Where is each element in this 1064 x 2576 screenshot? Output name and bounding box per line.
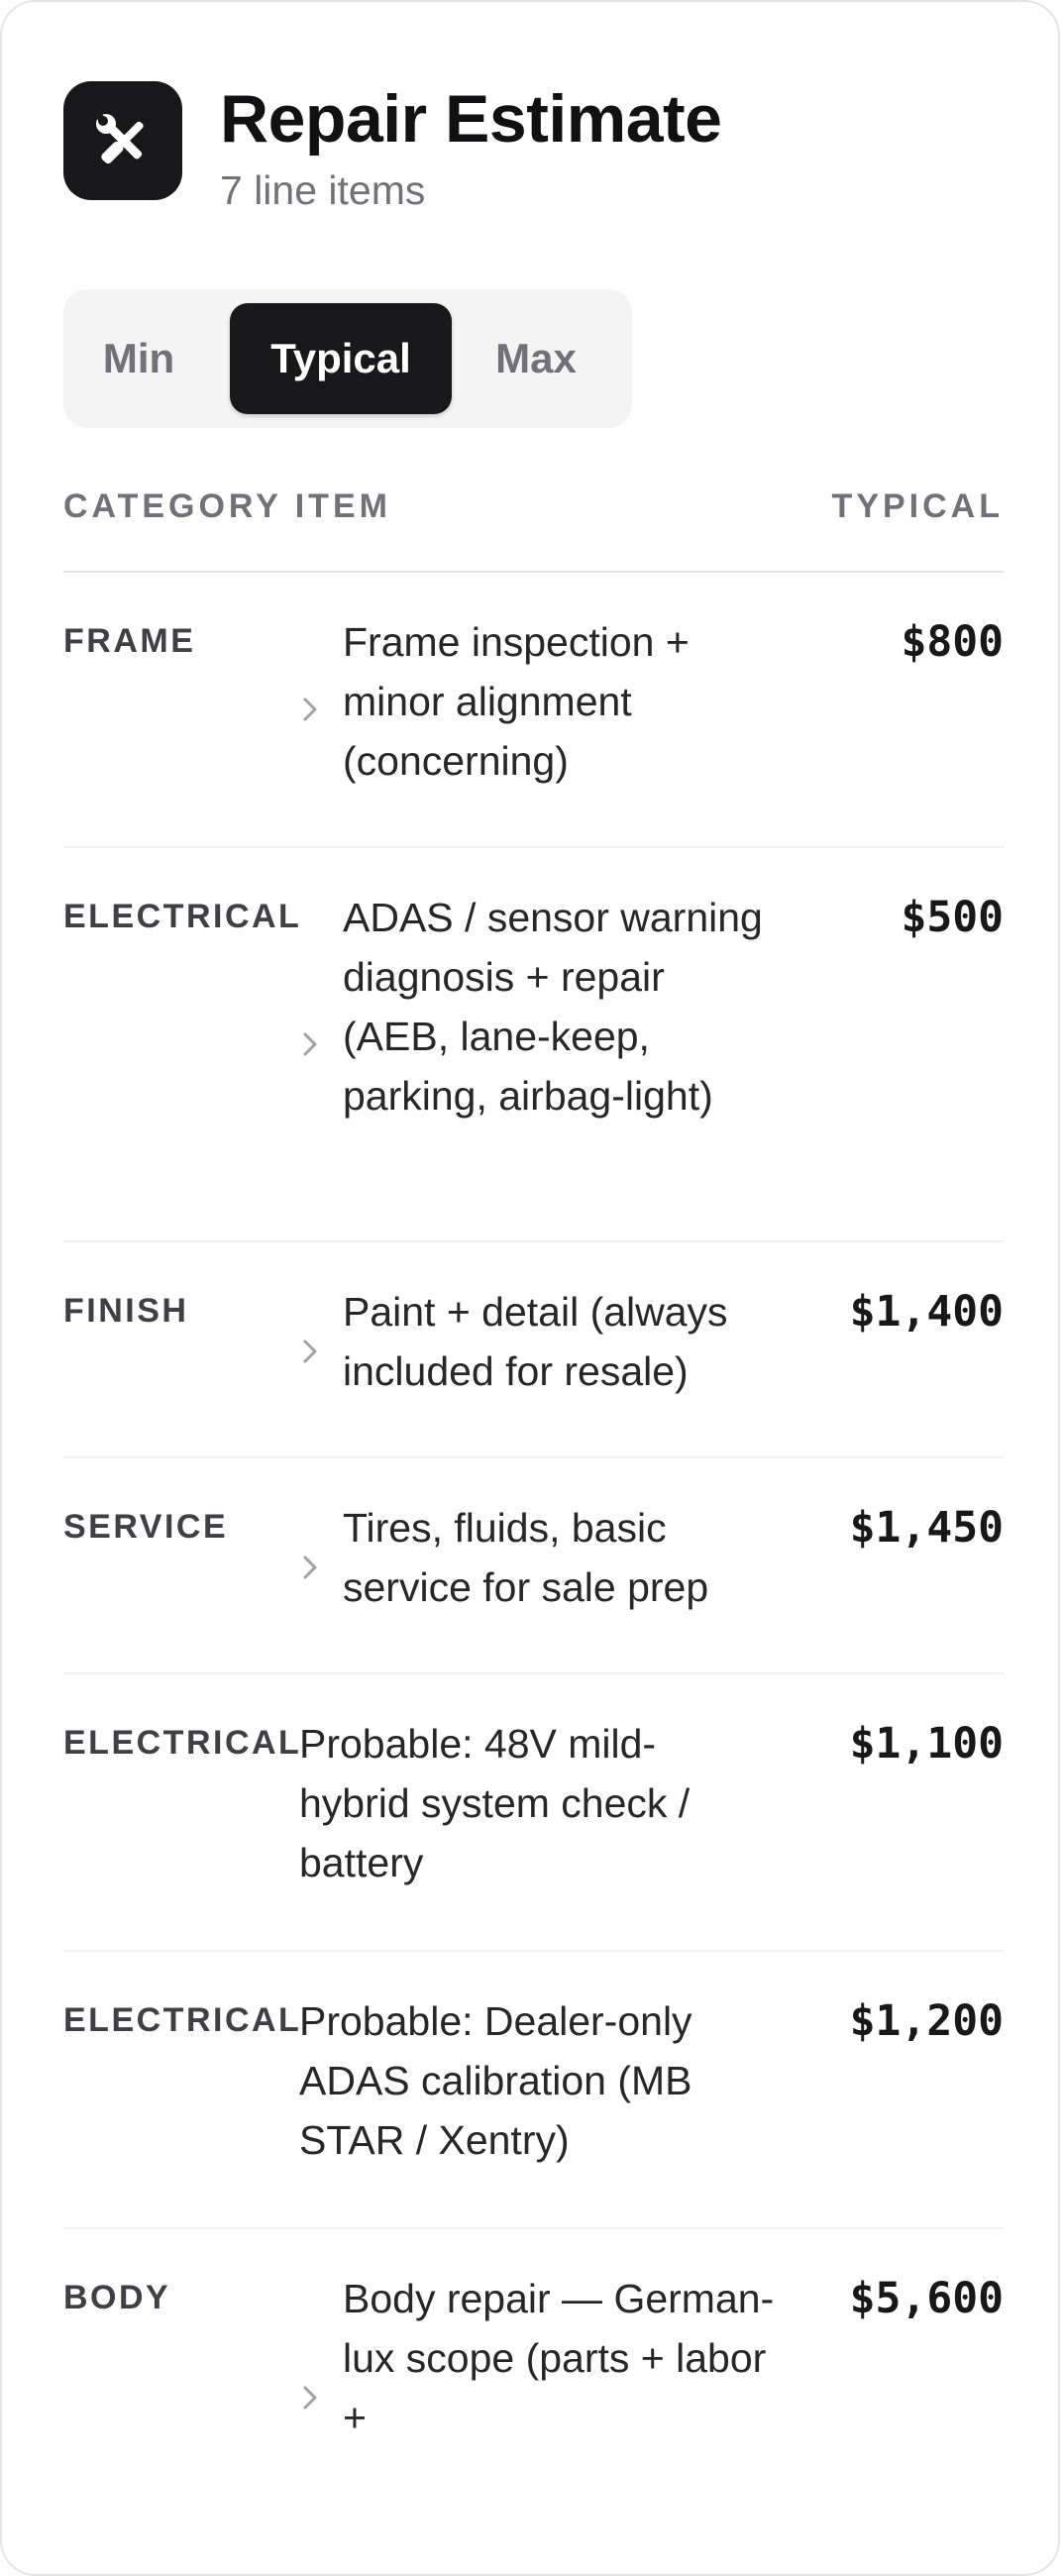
page-title: Repair Estimate — [220, 81, 722, 157]
table-header — [63, 487, 1004, 573]
segment-max[interactable]: Max — [495, 335, 577, 381]
row-category: SERVICE — [63, 1508, 229, 1546]
row-item: Probable: 48V mild-hybrid system check / battery — [299, 1721, 691, 1885]
segment-min[interactable]: Min — [102, 335, 175, 381]
table-row[interactable] — [63, 2229, 1004, 2556]
row-price: $1,400 — [849, 1287, 1004, 1337]
row-category: FINISH — [63, 1292, 189, 1330]
row-price: $800 — [901, 617, 1004, 667]
row-price: $1,450 — [849, 1503, 1004, 1553]
table-row[interactable] — [63, 573, 1004, 848]
table-row[interactable] — [63, 1242, 1004, 1458]
row-category: FRAME — [63, 622, 196, 660]
table-row — [63, 1674, 1004, 1952]
table-row[interactable] — [63, 848, 1004, 1242]
chevron-right-icon[interactable] — [296, 1548, 326, 1587]
table-row[interactable] — [63, 1458, 1004, 1674]
chevron-right-icon[interactable] — [296, 2378, 326, 2417]
row-price: $1,100 — [849, 1719, 1004, 1769]
row-category: BODY — [63, 2279, 171, 2316]
column-header-typical: TYPICAL — [831, 487, 1004, 525]
row-item: Probable: Dealer-only ADAS calibration (MB STAR / Xentry) — [299, 1998, 692, 2163]
row-price: $1,200 — [849, 1996, 1004, 2046]
row-item: Body repair — German-lux scope (parts + labor + — [343, 2276, 775, 2440]
chevron-right-icon[interactable] — [296, 690, 326, 729]
chevron-right-icon[interactable] — [296, 1024, 326, 1064]
segment-typical[interactable]: Typical — [230, 303, 452, 414]
row-item: Paint + detail (always included for resale) — [343, 1289, 728, 1394]
row-category: ELECTRICAL — [63, 898, 302, 935]
row-item: Tires, fluids, basic service for sale prep — [343, 1505, 709, 1610]
line-item-count: 7 line items — [220, 166, 426, 213]
estimate-range-toggle — [63, 289, 632, 428]
column-header-category-item: CATEGORY ITEM — [63, 487, 391, 525]
row-category: ELECTRICAL — [63, 1724, 302, 1762]
chevron-right-icon[interactable] — [296, 1332, 326, 1371]
tools-icon — [63, 81, 182, 200]
row-category: ELECTRICAL — [63, 2001, 302, 2039]
header — [63, 81, 721, 217]
row-item: ADAS / sensor warning diagnosis + repair (AEB, lane-keep, parking, airbag-light) — [343, 895, 763, 1119]
row-price: $5,600 — [849, 2274, 1004, 2323]
row-price: $500 — [901, 893, 1004, 942]
wrench-screwdriver-glyph — [91, 109, 155, 172]
row-item: Frame inspection + minor alignment (concerning) — [343, 619, 690, 784]
table-row — [63, 1952, 1004, 2229]
